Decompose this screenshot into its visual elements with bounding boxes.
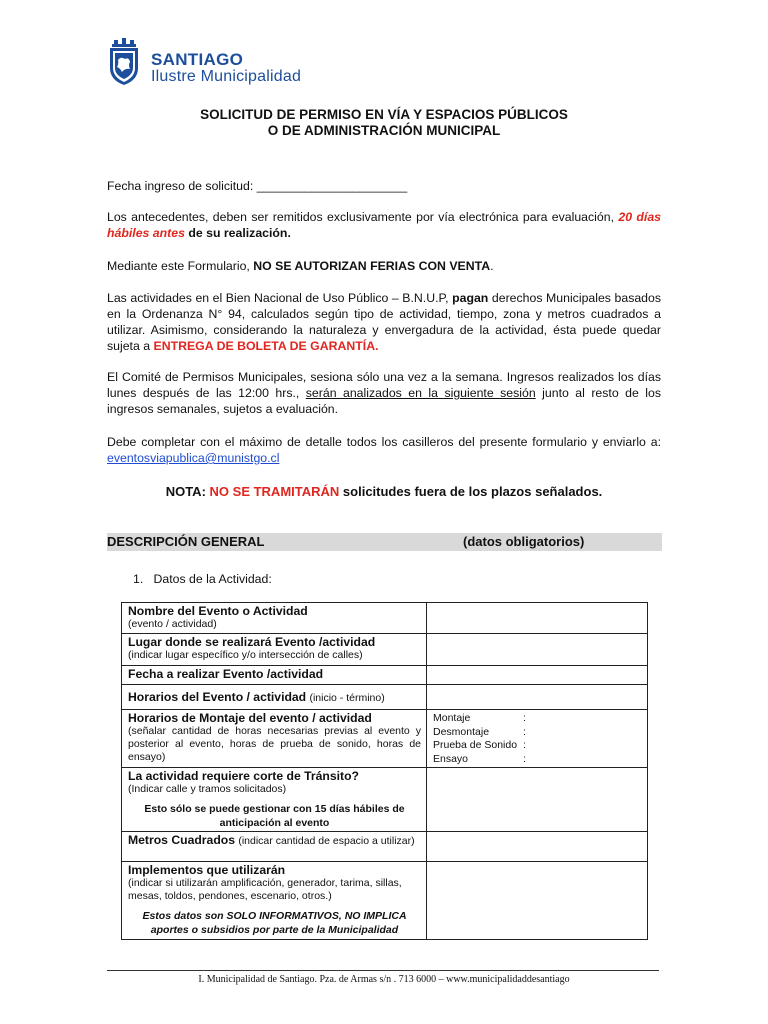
para1-end: de su realización.: [188, 226, 291, 240]
fecha-label: Fecha ingreso de solicitud:: [107, 179, 254, 193]
table-row: [122, 603, 648, 634]
row-subtitle: (evento / actividad): [128, 618, 217, 630]
field-label: [122, 710, 427, 768]
document-title: [0, 107, 768, 139]
row-subtitle: (indicar si utilizarán amplificación, generador, tarima, sillas, mesas, toldos, pendones, escenario, otros.): [128, 877, 402, 902]
activity-form-table: [121, 602, 648, 940]
para4-underline: serán analizados en la siguiente sesión: [305, 386, 536, 400]
table-row: [122, 666, 648, 685]
row-title: Metros Cuadrados: [128, 833, 235, 847]
input-metros[interactable]: [427, 832, 648, 862]
para3-garantia: ENTREGA DE BOLETA DE GARANTÍA.: [153, 339, 379, 353]
nota: [0, 484, 768, 499]
schedule-item: [433, 726, 642, 740]
section-note: (datos obligatorios): [463, 534, 585, 549]
table-row: [122, 768, 648, 832]
email-link[interactable]: eventosviapublica@munistgo.cl: [107, 451, 280, 465]
input-implementos[interactable]: [427, 862, 648, 940]
schedule-item: [433, 739, 642, 753]
table-row: [122, 832, 648, 862]
schedule-colon: :: [523, 712, 526, 724]
input-fecha[interactable]: [427, 666, 648, 685]
logo-name: SANTIAGO: [151, 50, 244, 69]
coat-of-arms-icon: [106, 38, 142, 86]
title-line-2: O DE ADMINISTRACIÓN MUNICIPAL: [267, 123, 501, 138]
schedule-colon: :: [523, 752, 526, 765]
row-subtitle: (Indicar calle y tramos solicitados): [128, 783, 287, 795]
para1-text: Los antecedentes, deben ser remitidos exclusivamente por vía electrónica para evaluación,: [107, 210, 614, 224]
row-title: Implementos que utilizarán: [128, 863, 286, 877]
schedule-list: [433, 712, 642, 766]
para2-text: Mediante este Formulario,: [107, 259, 250, 273]
row-note: Estos datos son SOLO INFORMATIVOS, NO IMPLICA aportes o subsidios por parte de la Municipalidad: [142, 910, 407, 936]
row-subtitle: (señalar cantidad de horas necesarias previas al evento y posterior al evento, horas de prueba de sonido, horas de ensayo): [128, 725, 421, 763]
input-montaje[interactable]: [427, 710, 648, 768]
para3-a: Las actividades en el Bien Nacional de Uso Público – B.N.U.P,: [107, 291, 449, 305]
row-title: Nombre del Evento o Actividad: [128, 604, 308, 618]
input-corte-transito[interactable]: [427, 768, 648, 832]
schedule-label: Desmontaje: [433, 725, 490, 738]
schedule-colon: :: [523, 739, 526, 751]
field-label: [122, 603, 427, 634]
input-lugar[interactable]: [427, 634, 648, 666]
para4-b: junto al resto de los ingresos semanales, sujetos a evaluación.: [107, 386, 661, 416]
paragraph-antecedentes: [107, 209, 661, 241]
row-title: Horarios de Montaje del evento / actividad: [128, 711, 372, 725]
input-nombre-evento[interactable]: [427, 603, 648, 634]
para2-end: .: [490, 259, 494, 273]
row-note: Esto sólo se puede gestionar con 15 días hábiles de anticipación al evento: [144, 803, 405, 829]
schedule-label: Prueba de Sonido: [433, 739, 518, 751]
row-subtitle: (indicar lugar específico y/o intersección de calles): [128, 649, 363, 661]
para3-bold: pagan: [452, 291, 489, 305]
paragraph-ferias: [107, 258, 661, 274]
input-horarios[interactable]: [427, 685, 648, 710]
schedule-item: [433, 753, 642, 767]
title-line-1: SOLICITUD DE PERMISO EN VÍA Y ESPACIOS PÚBLICOS: [200, 107, 568, 122]
nota-label: NOTA:: [165, 484, 206, 499]
nota-red: NO SE TRAMITARÁN: [209, 484, 340, 499]
para5-a: Debe completar con el máximo de detalle todos los casilleros del presente formulario y enviarlo a:: [107, 435, 661, 449]
para2-bold: NO SE AUTORIZAN FERIAS CON VENTA: [253, 259, 491, 273]
field-label: [122, 862, 427, 940]
table-row: [122, 634, 648, 666]
paragraph-completar: [107, 434, 661, 466]
table-row: [122, 862, 648, 940]
schedule-colon: :: [523, 725, 526, 738]
para1-deadline: 20 días hábiles antes: [107, 210, 661, 240]
list-item-datos: 1. Datos de la Actividad:: [133, 572, 272, 586]
row-title: Lugar donde se realizará Evento /actividad: [128, 635, 376, 649]
municipal-logo: [106, 38, 322, 88]
row-subtitle: (indicar cantidad de espacio a utilizar): [238, 835, 415, 847]
field-label: [122, 634, 427, 666]
row-subtitle: (inicio - término): [309, 692, 385, 704]
fecha-ingreso: [107, 178, 661, 194]
row-title: Horarios del Evento / actividad: [128, 690, 307, 704]
table-row: [122, 685, 648, 710]
table-row: [122, 710, 648, 768]
field-label: [122, 666, 427, 685]
paragraph-comite: [107, 369, 661, 417]
logo-subtitle: Ilustre Municipalidad: [151, 68, 302, 85]
para3-b: derechos Municipales basados en la Ordenanza N° 94, calculados según tipo de actividad, tiempo, zona y metros cuadrados a utilizar. Asimismo, considerando la naturaleza y envergadura de la actividad, ésta puede quedar sujeta a: [107, 291, 662, 353]
paragraph-bnup: [107, 290, 661, 354]
row-title: La actividad requiere corte de Tránsito?: [128, 769, 359, 783]
schedule-label: Ensayo: [433, 752, 469, 765]
field-label: [122, 685, 427, 710]
footer-divider: [107, 970, 659, 971]
schedule-item: [433, 712, 642, 726]
field-label: [122, 832, 427, 862]
nota-rest: solicitudes fuera de los plazos señalados.: [342, 484, 603, 499]
footer-text: I. Municipalidad de Santiago. Pza. de Armas s/n . 713 6000 – www.municipalidaddesantiago: [198, 974, 570, 985]
row-title: Fecha a realizar Evento /actividad: [128, 667, 324, 681]
section-title: DESCRIPCIÓN GENERAL: [107, 534, 265, 549]
schedule-label: Montaje: [433, 712, 471, 724]
para4-a: El Comité de Permisos Municipales, sesiona sólo una vez a la semana. Ingresos realizados los días lunes después de las 12:00 hrs.,: [107, 370, 661, 400]
field-label: [122, 768, 427, 832]
fecha-blank[interactable]: ______________________: [256, 179, 408, 193]
section-header: [107, 533, 662, 551]
